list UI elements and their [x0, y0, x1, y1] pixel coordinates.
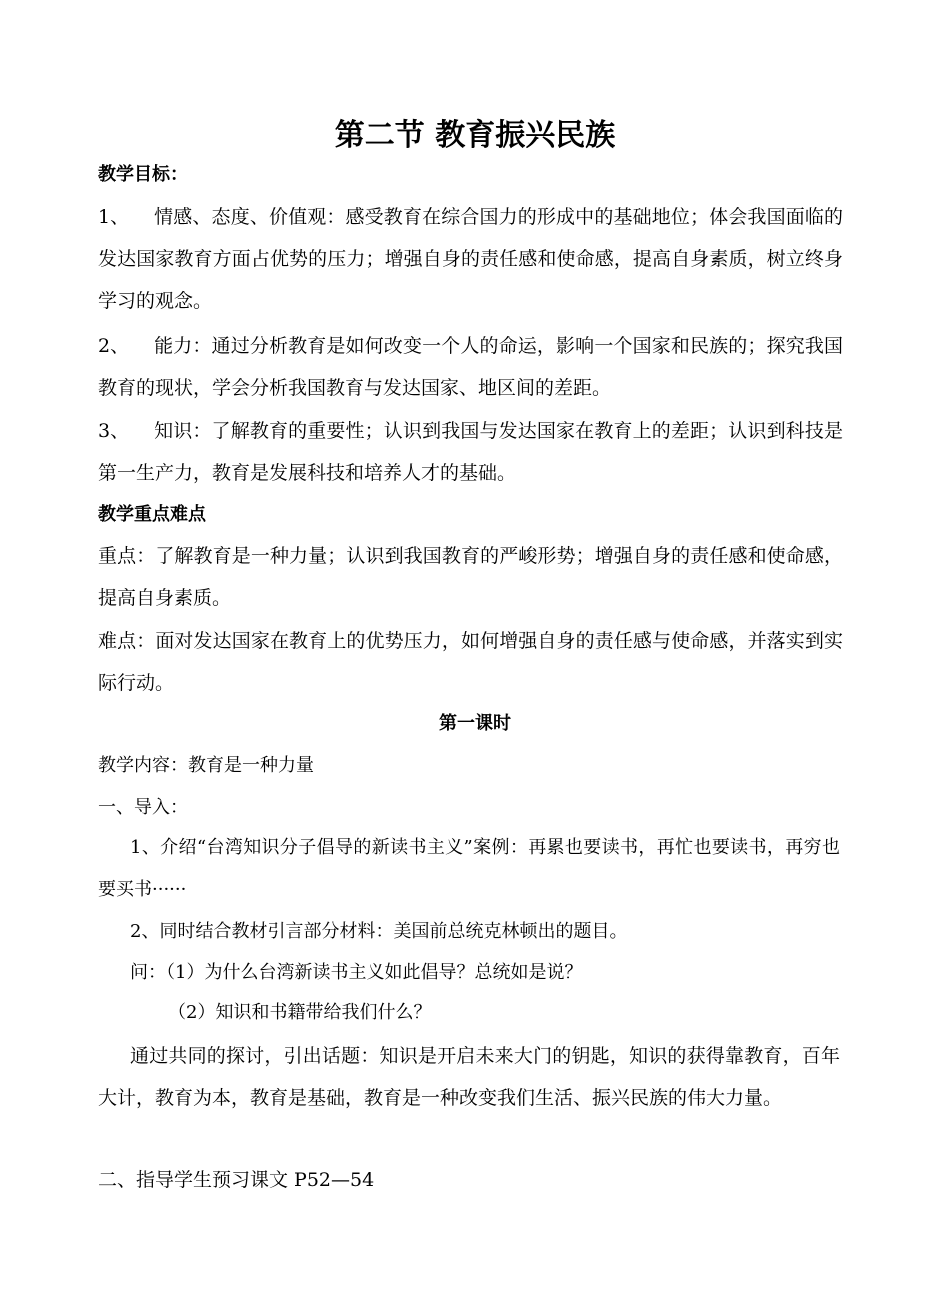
intro-heading: 一、导入：: [98, 797, 188, 818]
objective-number: 2、: [98, 335, 130, 357]
lesson-heading: 第一课时: [439, 713, 511, 734]
objective-text: 知识：了解教育的重要性；认识到我国与发达国家在教育上的差距；认识到科技是第一生产力，教育是发展科技和培养人才的基础。: [98, 420, 843, 484]
objective-item-1: [98, 196, 843, 322]
preview-instruction: 二、指导学生预习课文 P52—54: [98, 1169, 375, 1191]
conclusion-paragraph: 通过共同的探讨，引出话题：知识是开启未来大门的钥匙，知识的获得靠教育，百年大计，教育为本，教育是基础，教育是一种改变我们生活、振兴民族的伟大力量。: [98, 1045, 840, 1109]
key-points-heading: 教学重点难点: [98, 504, 206, 525]
lesson-content: 教学内容：教育是一种力量: [98, 755, 314, 776]
difficulty-paragraph: 难点：面对发达国家在教育上的优势压力，如何增强自身的责任感与使命感，并落实到实际行动。: [98, 630, 843, 694]
intro-item-2: 2、同时结合教材引言部分材料：美国前总统克林顿出的题目。: [130, 921, 628, 942]
intro-item-1: 1、介绍“台湾知识分子倡导的新读书主义”案例：再累也要读书，再忙也要读书，再穷也要买书······: [98, 837, 840, 900]
objectives-heading: 教学目标：: [98, 164, 188, 185]
focus-paragraph: 重点：了解教育是一种力量；认识到我国教育的严峻形势；增强自身的责任感和使命感，提高自身素质。: [98, 545, 843, 609]
objective-item-3: [98, 410, 843, 494]
question-2: （2）知识和书籍带给我们什么？: [168, 1002, 432, 1023]
objective-text: 能力：通过分析教育是如何改变一个人的命运，影响一个国家和民族的；探究我国教育的现状，学会分析我国教育与发达国家、地区间的差距。: [98, 335, 843, 399]
question-1: 问：（1）为什么台湾新读书主义如此倡导？总统如是说？: [130, 962, 583, 983]
objective-number: 1、: [98, 206, 130, 228]
objective-number: 3、: [98, 420, 130, 442]
objective-item-2: [98, 325, 843, 409]
objective-text: 情感、态度、价值观：感受教育在综合国力的形成中的基础地位；体会我国面临的发达国家教育方面占优势的压力；增强自身的责任感和使命感，提高自身素质，树立终身学习的观念。: [98, 206, 843, 312]
page-title: 第二节 教育振兴民族: [334, 118, 616, 153]
